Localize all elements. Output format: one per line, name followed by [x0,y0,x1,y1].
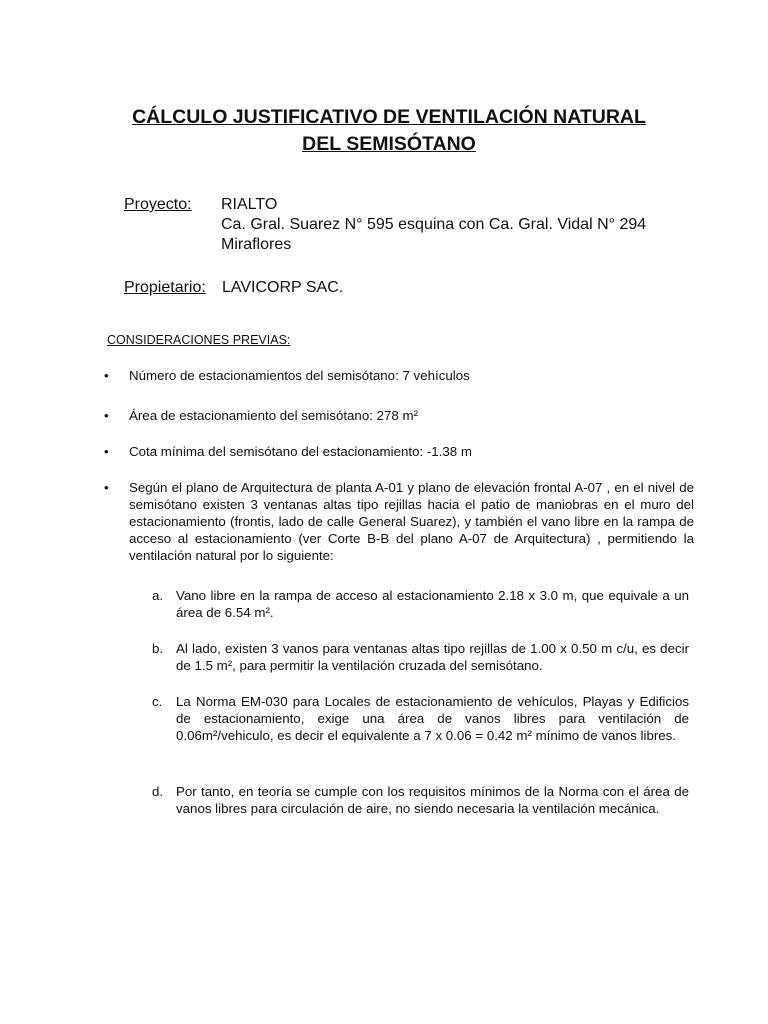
project-label: Proyecto: [124,196,192,213]
bullet-text: Área de estacionamiento del semisótano: 278 m² [129,408,418,423]
sub-item-marker: c. [152,694,163,709]
sub-item-marker: b. [152,641,164,656]
project-address: Ca. Gral. Suarez N° 595 esquina con Ca. Gral. Vidal N° 294 [221,216,647,233]
title-line-2: DEL SEMISÓTANO [302,133,476,155]
sub-item-text: Vano libre en la rampa de acceso al estacionamiento 2.18 x 3.0 m, que equivale a un área de 6.54 m². [176,588,689,620]
owner-name: LAVICORP SAC. [222,279,344,296]
sub-item-text: Por tanto, en teoría se cumple con los requisitos mínimos de la Norma con el área de vanos libres para circulación de aire, no siendo necesaria la ventilación mecánica. [176,784,689,816]
sub-item-marker: d. [152,784,164,799]
document-title [100,104,678,158]
title-line-1: CÁLCULO JUSTIFICATIVO DE VENTILACIÓN NATURAL [132,106,646,128]
bullet-icon: • [104,444,109,459]
bullet-text: Cota mínima del semisótano del estacionamiento: -1.38 m [129,444,472,459]
considerations-heading: CONSIDERACIONES PREVIAS: [107,333,291,347]
sub-item-text: Al lado, existen 3 vanos para ventanas altas tipo rejillas de 1.00 x 0.50 m c/u, es decir de 1.5 m², para permitir la ventilación cruzada del semisótano. [176,641,689,673]
bullet-icon: • [104,368,109,383]
bullet-icon: • [104,408,109,423]
bullet-icon: • [104,480,109,495]
bullet-text: Número de estacionamientos del semisótano: 7 vehículos [129,368,470,383]
owner-label: Propietario: [124,279,206,296]
sub-item-marker: a. [152,588,164,603]
project-district: Miraflores [221,236,292,253]
sub-item-text: La Norma EM-030 para Locales de estacionamiento de vehículos, Playas y Edificios de estacionamiento, exige una área de vanos libres para ventilación de 0.06m²/vehiculo, es decir el equivalente a 7 x 0.06 = 0.42 m² mínimo de vanos libres. [176,694,689,743]
bullet-text: Según el plano de Arquitectura de planta A-01 y plano de elevación frontal A-07 , en el nivel de semisótano existen 3 ventanas altas tipo rejillas hacia el patio de maniobras en el muro del estacionamiento (frontis, lado de calle General Suarez), y también el vano libre en la rampa de acceso al estacionamiento (ver Corte B-B del plano A-07 de Arquitectura) , permitiendo la ventilación natural por lo siguiente: [129,480,694,563]
project-name: RIALTO [221,196,278,213]
